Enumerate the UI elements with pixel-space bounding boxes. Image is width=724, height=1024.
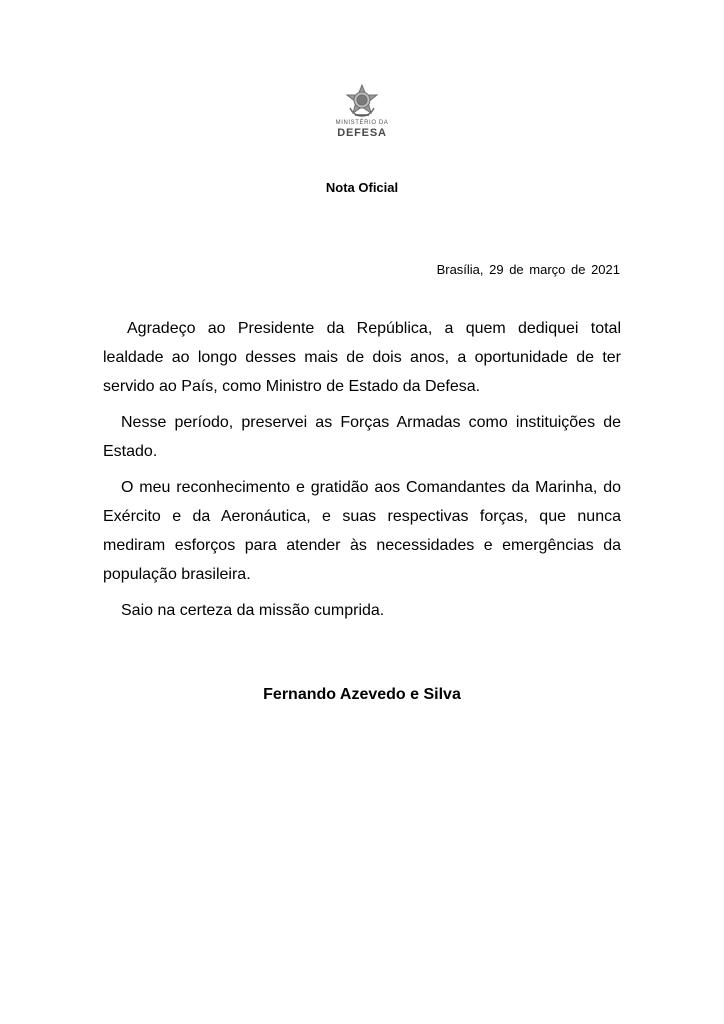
signature-name: Fernando Azevedo e Silva [263,686,461,703]
paragraph: Nesse período, preservei as Forças Armadas como instituições de Estado. [103,414,621,460]
ministry-logo [320,84,404,150]
paragraph: Saio na certeza da missão cumprida. [121,602,385,619]
coat-of-arms-icon [345,84,379,118]
document-date: Brasília, 29 de março de 2021 [436,262,620,277]
emblem-subtitle: MINISTÉRIO DA [335,120,389,126]
document-body [103,314,621,632]
paragraph: O meu reconhecimento e gratidão aos Comandantes da Marinha, do Exército e da Aeronáutica, e suas respectivas forças, que nunca mediram esforços para atender às necessidades e emergências da população brasileira. [103,479,621,583]
emblem-title: DEFESA [337,127,387,139]
paragraph: Agradeço ao Presidente da República, a quem dediquei total lealdade ao longo desses mais de dois anos, a oportunidade de ter servido ao País, como Ministro de Estado da Defesa. [103,320,621,395]
document-title: Nota Oficial [325,180,399,195]
